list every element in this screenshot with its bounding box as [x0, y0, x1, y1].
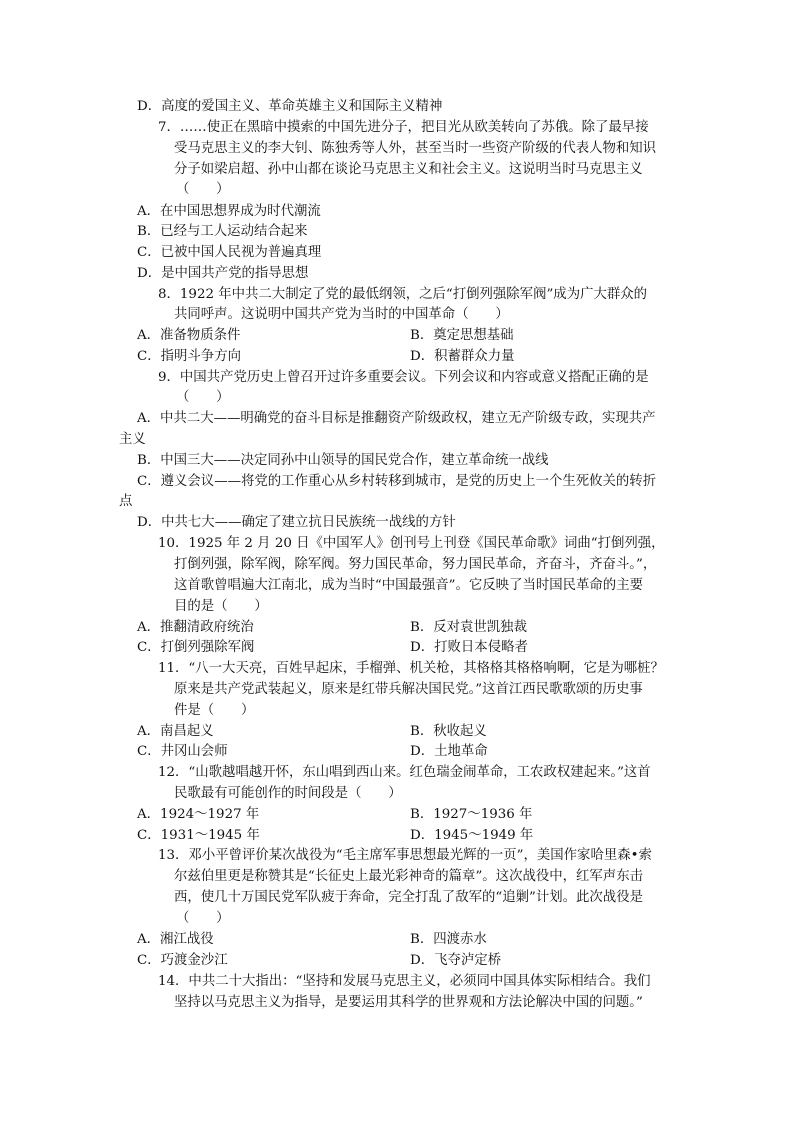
q9-option-c-cont: 点	[119, 494, 133, 509]
q14-stem-line-2: 坚持以马克思主义为指导，是要运用其科学的世界观和方法论解决中国的问题。”	[174, 995, 643, 1010]
q13-option-b: B．四渡赤水	[410, 932, 487, 947]
q13-stem-line-3: 西，使几十万国民党军队疲于奔命，完全打乱了敌军的“追剿”计划。此次战役是	[174, 890, 643, 905]
q9-option-c: C．遵义会议——将党的工作重心从乡村转移到城市，是党的历史上一个生死攸关的转折	[137, 474, 657, 489]
q8-option-c: C．指明斗争方向	[137, 349, 241, 364]
q11-option-b: B．秋收起义	[410, 724, 487, 739]
q7-stem-line-2: 受马克思主义的李大钊、陈独秀等人外，甚至当时一些资产阶级的代表人物和知识	[174, 141, 657, 156]
q12-option-a: A．1924～1927 年	[137, 807, 260, 822]
q7-option-a: A．在中国思想界成为时代潮流	[137, 204, 321, 219]
q8-stem-line-1: 8．1922 年中共二大制定了党的最低纲领，之后“打倒列强除军阀”成为广大群众的	[158, 287, 648, 302]
q13-stem-line-1: 13．邓小平曾评价某次战役为“毛主席军事思想最光辉的一页”，美国作家哈里森•索	[158, 848, 652, 863]
q10-option-a: A．推翻清政府统治	[137, 620, 254, 635]
q7-answer-blank: （ ）	[176, 182, 230, 197]
q9-stem-line-1: 9．中国共产党历史上曾召开过许多重要会议。下列会议和内容或意义搭配正确的是	[158, 370, 649, 385]
q9-answer-blank: （ ）	[176, 390, 230, 405]
q13-option-a: A．湘江战役	[137, 932, 214, 947]
q12-option-d: D．1945～1949 年	[410, 828, 534, 843]
q11-stem-line-3: 件是（ ）	[174, 703, 255, 718]
q10-option-b: B．反对袁世凯独裁	[410, 620, 527, 635]
q7-stem-line-3: 分子如梁启超、孙中山都在谈论马克思主义和社会主义。这说明当时马克思主义	[174, 162, 643, 177]
q7-option-c: C．已被中国人民视为普遍真理	[137, 245, 322, 260]
q14-stem-line-1: 14．中共二十大指出：“坚持和发展马克思主义，必须同中国具体实际相结合。我们	[158, 974, 651, 989]
q8-option-d: D．积蓄群众力量	[410, 349, 515, 364]
q10-stem-line-1: 10．1925 年 2 月 20 日《中国军人》创刊号上刊登《国民革命歌》词曲“打倒列强，	[158, 536, 665, 551]
q11-stem-line-1: 11．“八一大天亮，百姓早起床，手榴弹、机关枪，其格格其格格响啊，它是为哪桩？	[158, 661, 664, 676]
q11-option-a: A．南昌起义	[137, 724, 214, 739]
q7-option-d: D．是中国共产党的指导思想	[137, 266, 309, 281]
q8-stem-line-2: 共同呼声。这说明中国共产党为当时的中国革命（ ）	[174, 307, 509, 322]
q13-option-c: C．巧渡金沙江	[137, 953, 228, 968]
q10-stem-line-3: 这首歌曾唱遍大江南北，成为当时“中国最强音”。它反映了当时国民革命的主要	[174, 578, 643, 593]
q10-option-d: D．打败日本侵略者	[410, 640, 528, 655]
q12-stem-line-2: 民歌最有可能创作的时间段是（ ）	[174, 786, 402, 801]
q6-option-d: D．高度的爱国主义、革命英雄主义和国际主义精神	[137, 99, 443, 114]
q7-stem-line-1: 7．……使正在黑暗中摸索的中国先进分子，把目光从欧美转向了苏俄。除了最早接	[158, 120, 649, 135]
q7-option-b: B．已经与工人运动结合起来	[137, 224, 308, 239]
q10-stem-line-4: 目的是（ ）	[174, 599, 268, 614]
q13-option-d: D．飞夺泸定桥	[410, 953, 502, 968]
q12-option-b: B．1927～1936 年	[410, 807, 533, 822]
q13-answer-blank: （ ）	[176, 911, 230, 926]
q13-stem-line-2: 尔兹伯里更是称赞其是“长征史上最光彩神奇的篇章”。这次战役中，红军声东击	[174, 869, 643, 884]
q11-stem-line-2: 原来是共产党武装起义，原来是红带兵解决国民党。”这首江西民歌歌颂的历史事	[174, 682, 643, 697]
q11-option-d: D．土地革命	[410, 744, 488, 759]
q12-option-c: C．1931～1945 年	[137, 828, 260, 843]
q12-stem-line-1: 12．“山歌越唱越开怀，东山唱到西山来。红色瑞金闹革命，工农政权建起来。”这首	[158, 765, 651, 780]
q8-option-a: A．准备物质条件	[137, 328, 241, 343]
q9-option-d: D．中共七大——确定了建立抗日民族统一战线的方针	[137, 515, 456, 530]
q9-option-b: B．中国三大——决定同孙中山领导的国民党合作，建立革命统一战线	[137, 453, 549, 468]
q9-option-a: A．中共二大——明确党的奋斗目标是推翻资产阶级政权，建立无产阶级专政，实现共产	[137, 411, 656, 426]
q9-option-a-cont: 主义	[119, 432, 146, 447]
q8-option-b: B．奠定思想基础	[410, 328, 514, 343]
q10-stem-line-2: 打倒列强，除军阀，除军阀。努力国民革命，努力国民革命，齐奋斗，齐奋斗。”，	[174, 557, 657, 572]
q10-option-c: C．打倒列强除军阀	[137, 640, 255, 655]
q11-option-c: C．井冈山会师	[137, 744, 228, 759]
